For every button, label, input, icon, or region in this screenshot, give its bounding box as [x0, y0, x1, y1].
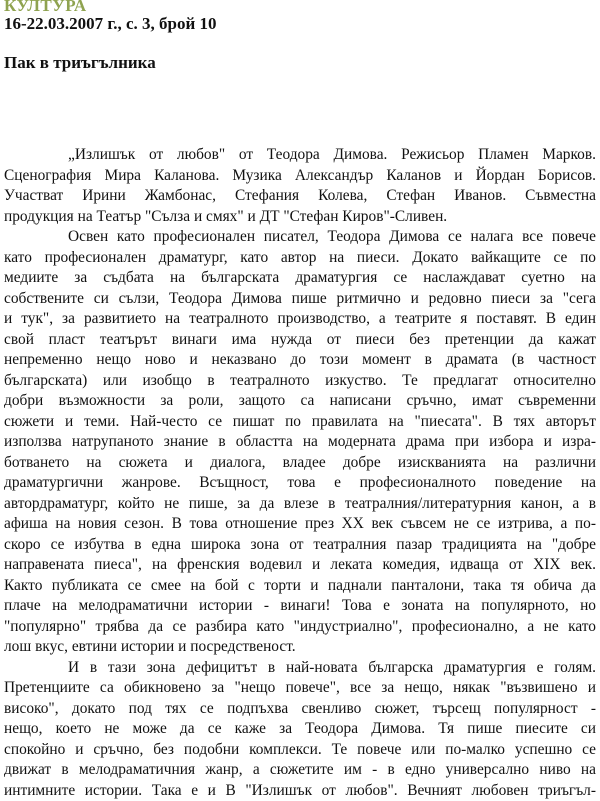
- article-line: Както публиката се смее на бой с торти и паднали панталони, така тя обича да: [4, 576, 596, 597]
- article-line: скоро се избутва в една широка зона от театралния пазар традицията на "добре: [4, 535, 596, 556]
- article-line: продукция на Театър "Сълза и смях" и ДТ "Стефан Киров"-Сливен.: [4, 207, 596, 228]
- article-line: използва натрупаното знание в областта на модерната драма при избора и изра-: [4, 432, 596, 453]
- article-line: драматургични жанрове. Всъщност, това е професионалното поведение на: [4, 473, 596, 494]
- article-line: афиша на новия сезон. В това отношение през XX век съвсем не се изтрива, а по-: [4, 514, 596, 535]
- issue-info: 16-22.03.2007 г., с. 3, брой 10: [4, 14, 217, 34]
- article-line: добри възможности за роли, защото са написани сръчно, имат съвременни: [4, 391, 596, 412]
- article-line: нещо, което не може да се каже за Теодора Димова. Тя пише пиесите си: [4, 719, 596, 740]
- article-line: собствените си сълзи, Теодора Димова пише ритмично и редовно пиеси за "сега: [4, 289, 596, 310]
- article-line: лош вкус, евтини истории и посредственост.: [4, 637, 596, 658]
- article-line: "популярно" трябва да се разбира като "индустриално", професионално, а не като: [4, 617, 596, 638]
- article-line: И в тази зона дефицитът в най-новата българска драматургия е голям.: [4, 658, 596, 679]
- article-line: интимните истории. Така е и В "Излишък от любов". Вечният любовен триъгъл-: [4, 781, 596, 801]
- article-line: Претенциите са обикновено за "нещо повече", все за нещо, някак "възвишено и: [4, 678, 596, 699]
- article-line: сюжети и теми. Най-често се пишат по правилата на "пиесата". В тях авторът: [4, 412, 596, 433]
- article-line: и тук", за развитието на театралното производство, а театрите я поставят. В един: [4, 309, 596, 330]
- article-title: Пак в триъгълника: [4, 53, 156, 73]
- article-line: медиите за съдбата на българската драматургия се наслаждават суетно на: [4, 268, 596, 289]
- article-line: автордраматург, който не пише, за да влезе в театралния/литературния канон, а в: [4, 494, 596, 515]
- article-line: свой пласт театърът винаги има нужда от пиеси без претенции да кажат: [4, 330, 596, 351]
- article-line: Сценография Мира Каланова. Музика Александър Каланов и Йордан Борисов.: [4, 166, 596, 187]
- article-line: Участват Ирини Жамбонас, Стефания Колева, Стефан Иванов. Съвместна: [4, 186, 596, 207]
- article-line: непременно нещо ново и неказвано до този момент в драмата (в частност: [4, 350, 596, 371]
- article-line: Освен като професионален писател, Теодора Димова се налага все повече: [4, 227, 596, 248]
- article-line: плаче на мелодраматични истории - винаги! Това е зоната на популярното, но: [4, 596, 596, 617]
- article-line: ботването на сюжета и диалога, владее добре изискванията на различни: [4, 453, 596, 474]
- article-line: високо", докато под тях се подпъхва свенливо сюжет, търсещ популярност -: [4, 699, 596, 720]
- section-label: КУЛТУРА: [4, 0, 87, 16]
- article-line: движат в мелодраматичния жанр, а сюжетите им - в едно универсално ниво на: [4, 760, 596, 781]
- article-line: направената пиеса", на френския водевил и леката комедия, идваща от XIX век.: [4, 555, 596, 576]
- article-line: като професионален драматург, като автор на пиеси. Докато вайкащите се по: [4, 248, 596, 269]
- article-line: „Излишък от любов" от Теодора Димова. Режисьор Пламен Марков.: [4, 145, 596, 166]
- article-line: българската) или изобщо в театралното изкуство. Те предлагат относително: [4, 371, 596, 392]
- article-line: спокойно и сръчно, без подобни комплекси. Те повече или по-малко успешно се: [4, 740, 596, 761]
- article-body: [4, 145, 596, 801]
